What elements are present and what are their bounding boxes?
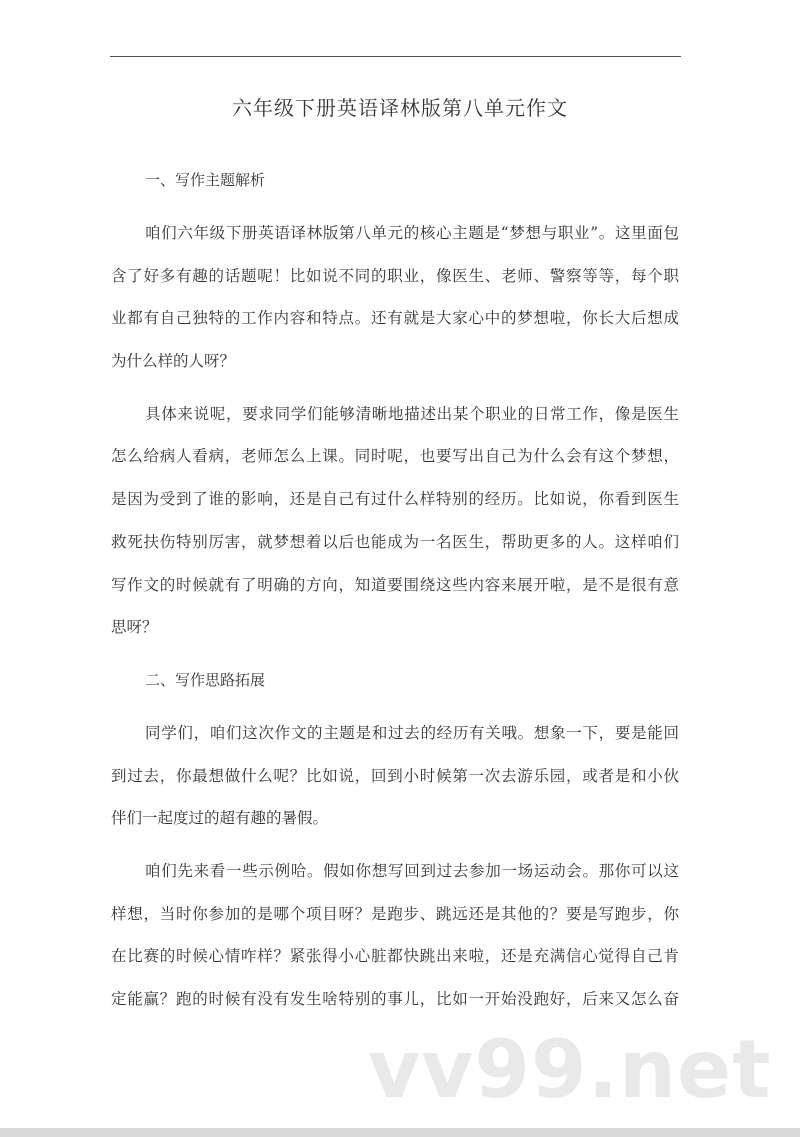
text-line: 到过去，你最想做什么呢？比如说，回到小时候第一次去游乐园，或者是和小伙 (111, 766, 679, 785)
document-title: 六年级下册英语译林版第八单元作文 (232, 96, 568, 120)
text-line: 样想，当时你参加的是哪个项目呀？是跑步、跳远还是其他的？要是写跑步，你 (111, 904, 679, 923)
text-line: 为什么样的人呀？ (111, 352, 236, 371)
text-line: 是因为受到了谁的影响，还是自己有过什么样特别的经历。比如说，你看到医生 (111, 490, 679, 509)
watermark: vv99.net (368, 1023, 772, 1116)
text-line: 业都有自己独特的工作内容和特点。还有就是大家心中的梦想啦，你长大后想成 (111, 309, 679, 328)
text-line: 含了好多有趣的话题呢！比如说不同的职业，像医生、老师、警察等等，每个职 (111, 266, 679, 285)
text-line: 伴们一起度过的超有趣的暑假。 (111, 809, 329, 828)
text-line: 救死扶伤特别厉害，就梦想着以后也能成为一名医生，帮助更多的人。这样咱们 (111, 532, 679, 551)
text-line: 定能赢？跑的时候有没有发生啥特别的事儿，比如一开始没跑好，后来又怎么奋 (111, 990, 679, 1008)
section-heading: 一、写作主题解析 (145, 171, 266, 189)
document-body (111, 163, 679, 1035)
paragraph (111, 854, 679, 1025)
paragraph (111, 716, 679, 844)
text-line: 在比赛的时候心情咋样？紧张得小心脏都快跳出来啦，还是充满信心觉得自己肯 (111, 947, 679, 966)
text-line: 写作文的时候就有了明确的方向，知道要围绕这些内容来展开啦，是不是很有意 (111, 575, 679, 594)
text-line: 怎么给病人看病，老师怎么上课。同时呢，也要写出自己为什么会有这个梦想， (111, 447, 679, 466)
text-line: 咱们先来看一些示例哈。假如你想写回到过去参加一场运动会。那你可以这 (145, 861, 679, 880)
text-line: 具体来说呢，要求同学们能够清晰地描述出某个职业的日常工作，像是医生 (145, 404, 679, 423)
text-line: 思呀？ (111, 618, 158, 637)
page-bottom-edge (0, 1128, 800, 1137)
section-heading: 二、写作思路拓展 (145, 670, 266, 689)
header-rule (110, 56, 681, 57)
paragraph (111, 397, 679, 653)
text-line: 咱们六年级下册英语译林版第八单元的核心主题是“梦想与职业”。这里面包 (145, 224, 679, 242)
text-line: 同学们，咱们这次作文的主题是和过去的经历有关哦。想象一下，要是能回 (145, 723, 679, 742)
paragraph (111, 216, 679, 387)
